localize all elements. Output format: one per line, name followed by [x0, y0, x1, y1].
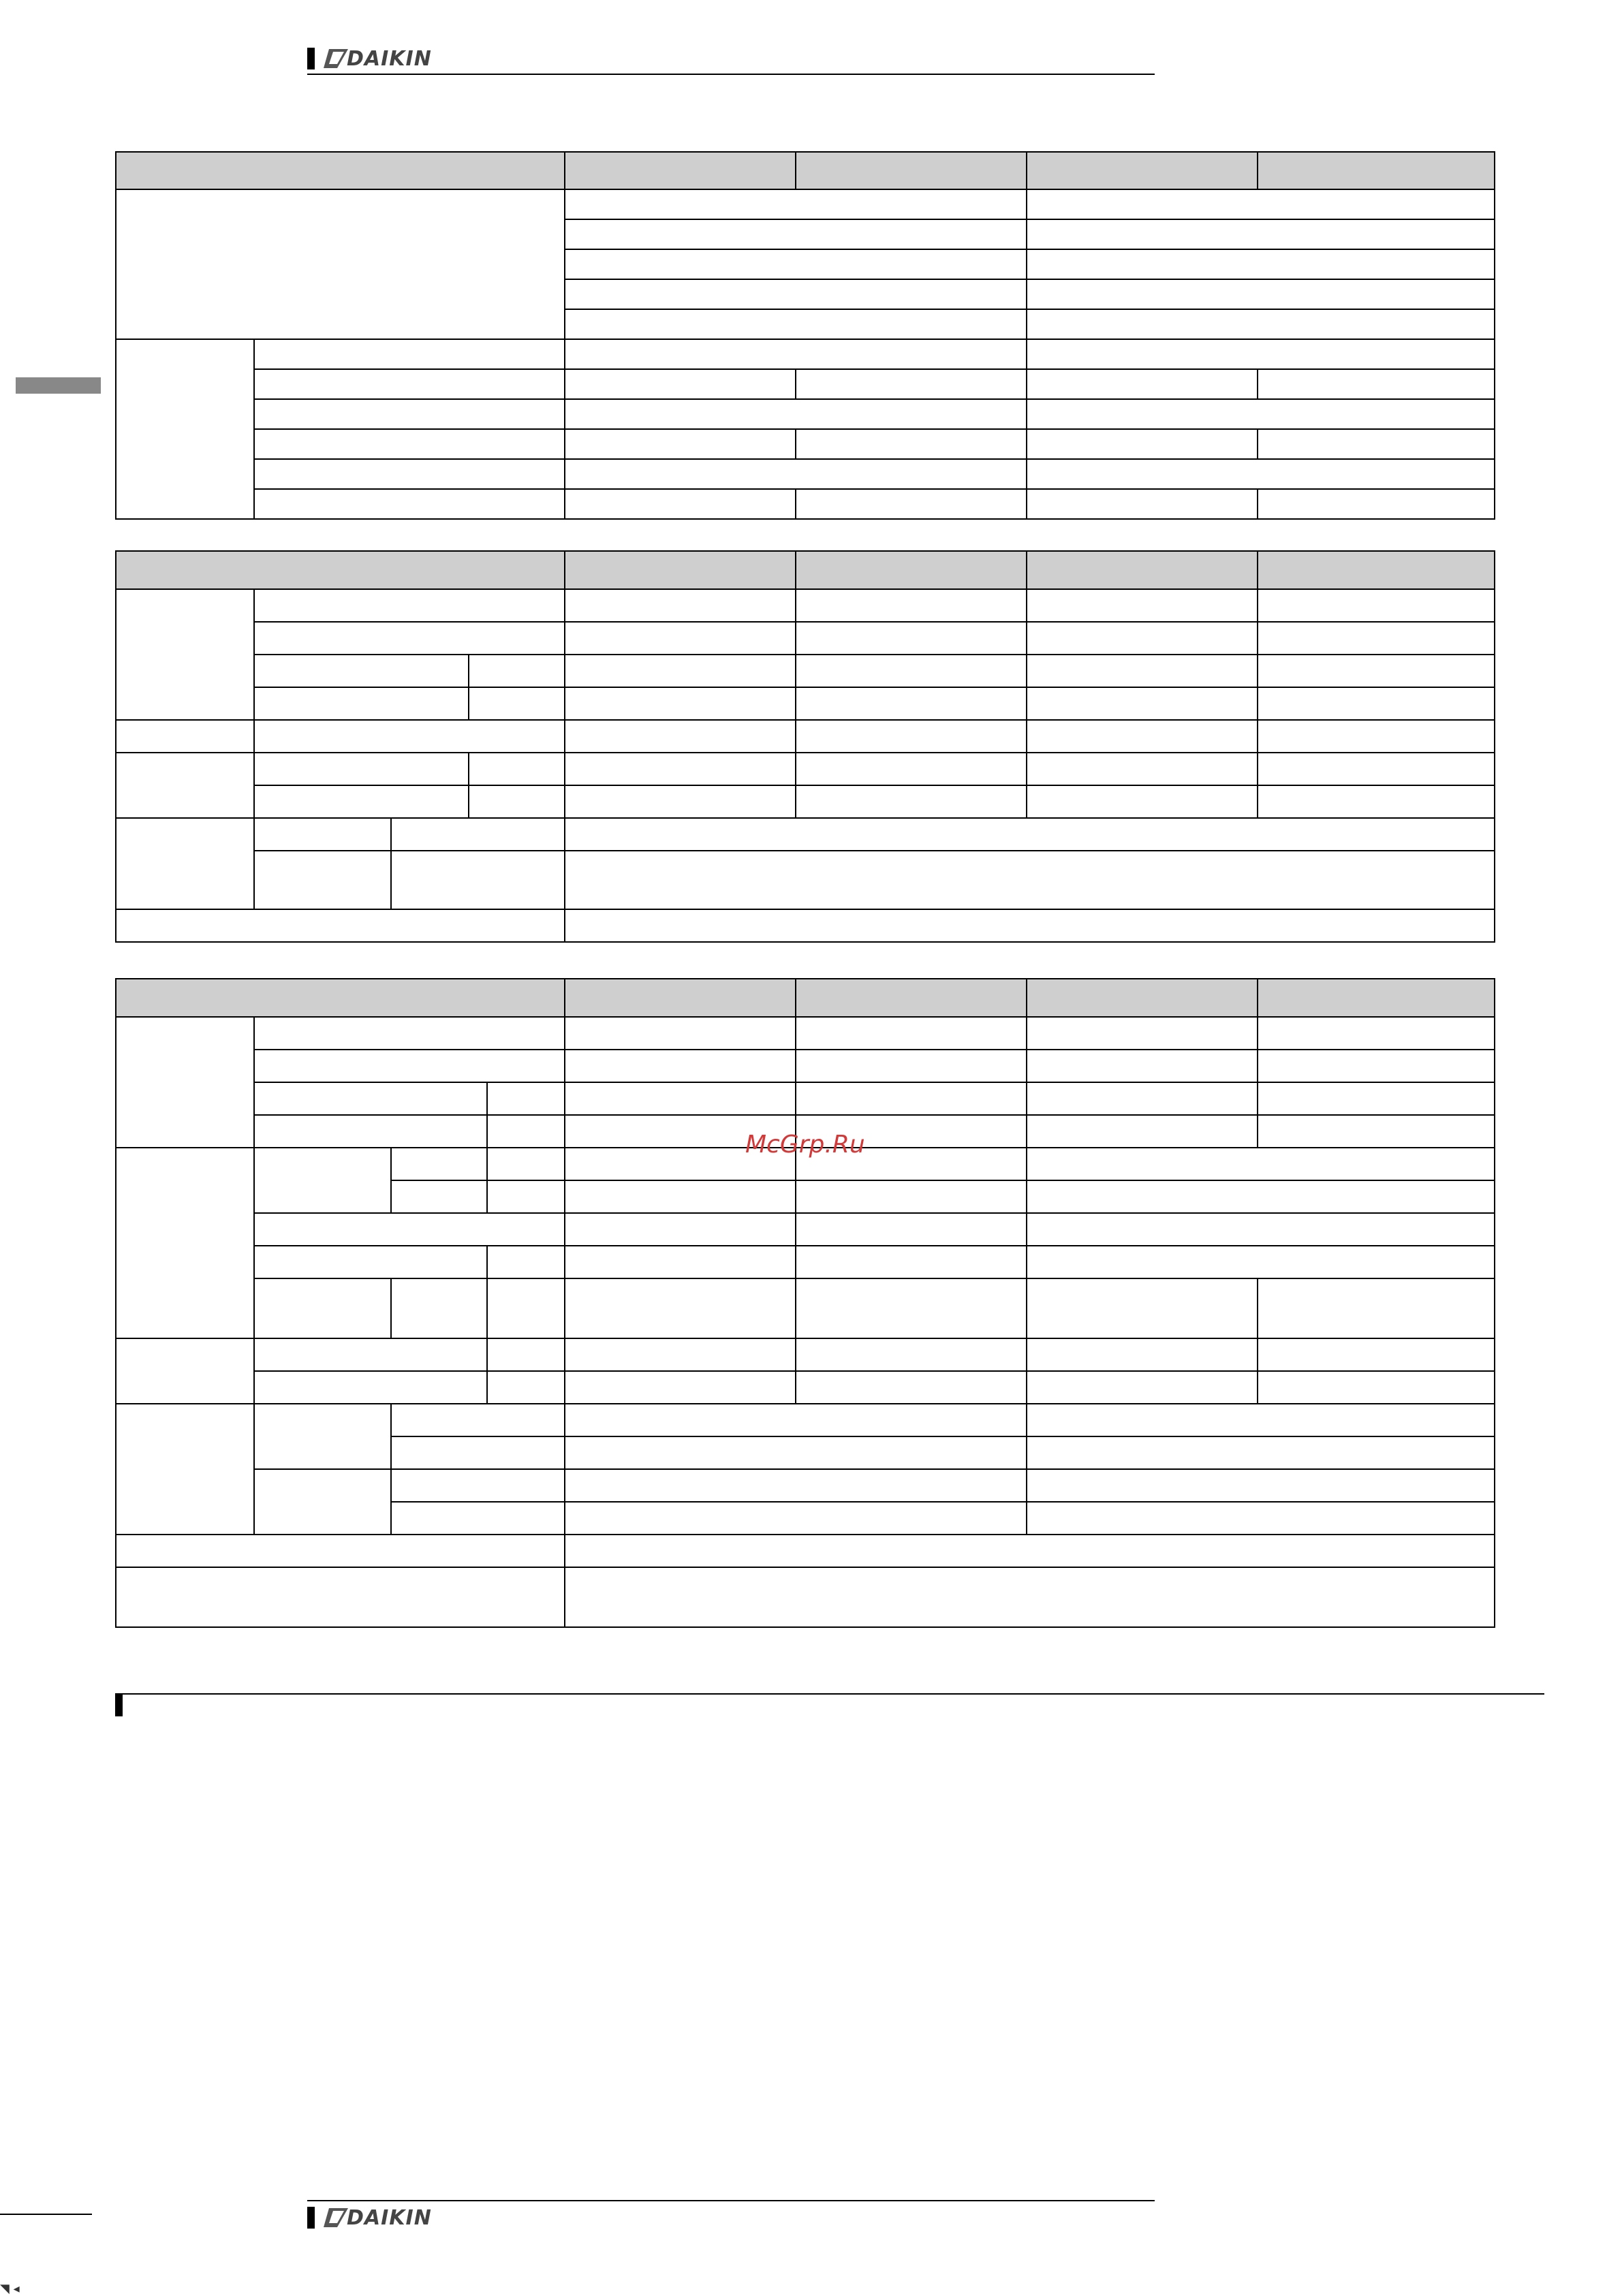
side-tab-marker: [16, 377, 101, 394]
table-row: [116, 189, 1495, 219]
spec-table-1: [115, 151, 1495, 520]
table-header-row: [116, 979, 1495, 1017]
page-footer: [307, 2203, 1155, 2244]
table-row: [116, 1567, 1495, 1627]
header-bar: [307, 48, 315, 69]
spec-table-2: [115, 550, 1495, 943]
table-row: [116, 1082, 1495, 1115]
table-row: [116, 1535, 1495, 1567]
table-row: [116, 399, 1495, 429]
table-row: [116, 489, 1495, 519]
table-row: [116, 851, 1495, 909]
table-row: [116, 1246, 1495, 1278]
header-rule: [307, 74, 1155, 75]
page-header: [307, 44, 1155, 84]
table-row: [116, 622, 1495, 655]
brand-logo: DAIKIN: [347, 47, 432, 71]
table-row: [116, 753, 1495, 785]
table-row: [116, 909, 1495, 942]
section-bar: [115, 1693, 123, 1716]
table-row: [116, 369, 1495, 399]
table-row: [116, 1469, 1495, 1502]
table-row: [116, 589, 1495, 622]
table-row: [116, 1050, 1495, 1082]
table-header-row: [116, 551, 1495, 589]
section-rule: [123, 1693, 1544, 1695]
footer-mark: ◥ ◂: [0, 2282, 20, 2296]
table-row: [116, 1278, 1495, 1338]
table-header-row: [116, 152, 1495, 189]
footer-left-rule: [0, 2214, 92, 2215]
section-heading-marker: [115, 1690, 1544, 1716]
table-row: [116, 1371, 1495, 1404]
table-row: [116, 687, 1495, 720]
brand-logo-footer: DAIKIN: [347, 2206, 432, 2230]
table-row: [116, 655, 1495, 687]
table-row: [116, 720, 1495, 753]
table-row: [116, 1213, 1495, 1246]
table-row: [116, 1017, 1495, 1050]
daikin-logo-icon: [324, 2208, 348, 2227]
daikin-logo-icon: [324, 49, 348, 68]
footer-rule: [307, 2200, 1155, 2201]
table-row: [116, 459, 1495, 489]
table-row: [116, 1404, 1495, 1436]
table-row: [116, 818, 1495, 851]
table-row: [116, 339, 1495, 369]
table-row: [116, 785, 1495, 818]
table-row: [116, 429, 1495, 459]
footer-bar: [307, 2207, 315, 2229]
table-row: [116, 1338, 1495, 1371]
spec-table-3: [115, 978, 1495, 1628]
watermark: McGrp.Ru: [745, 1131, 865, 1159]
